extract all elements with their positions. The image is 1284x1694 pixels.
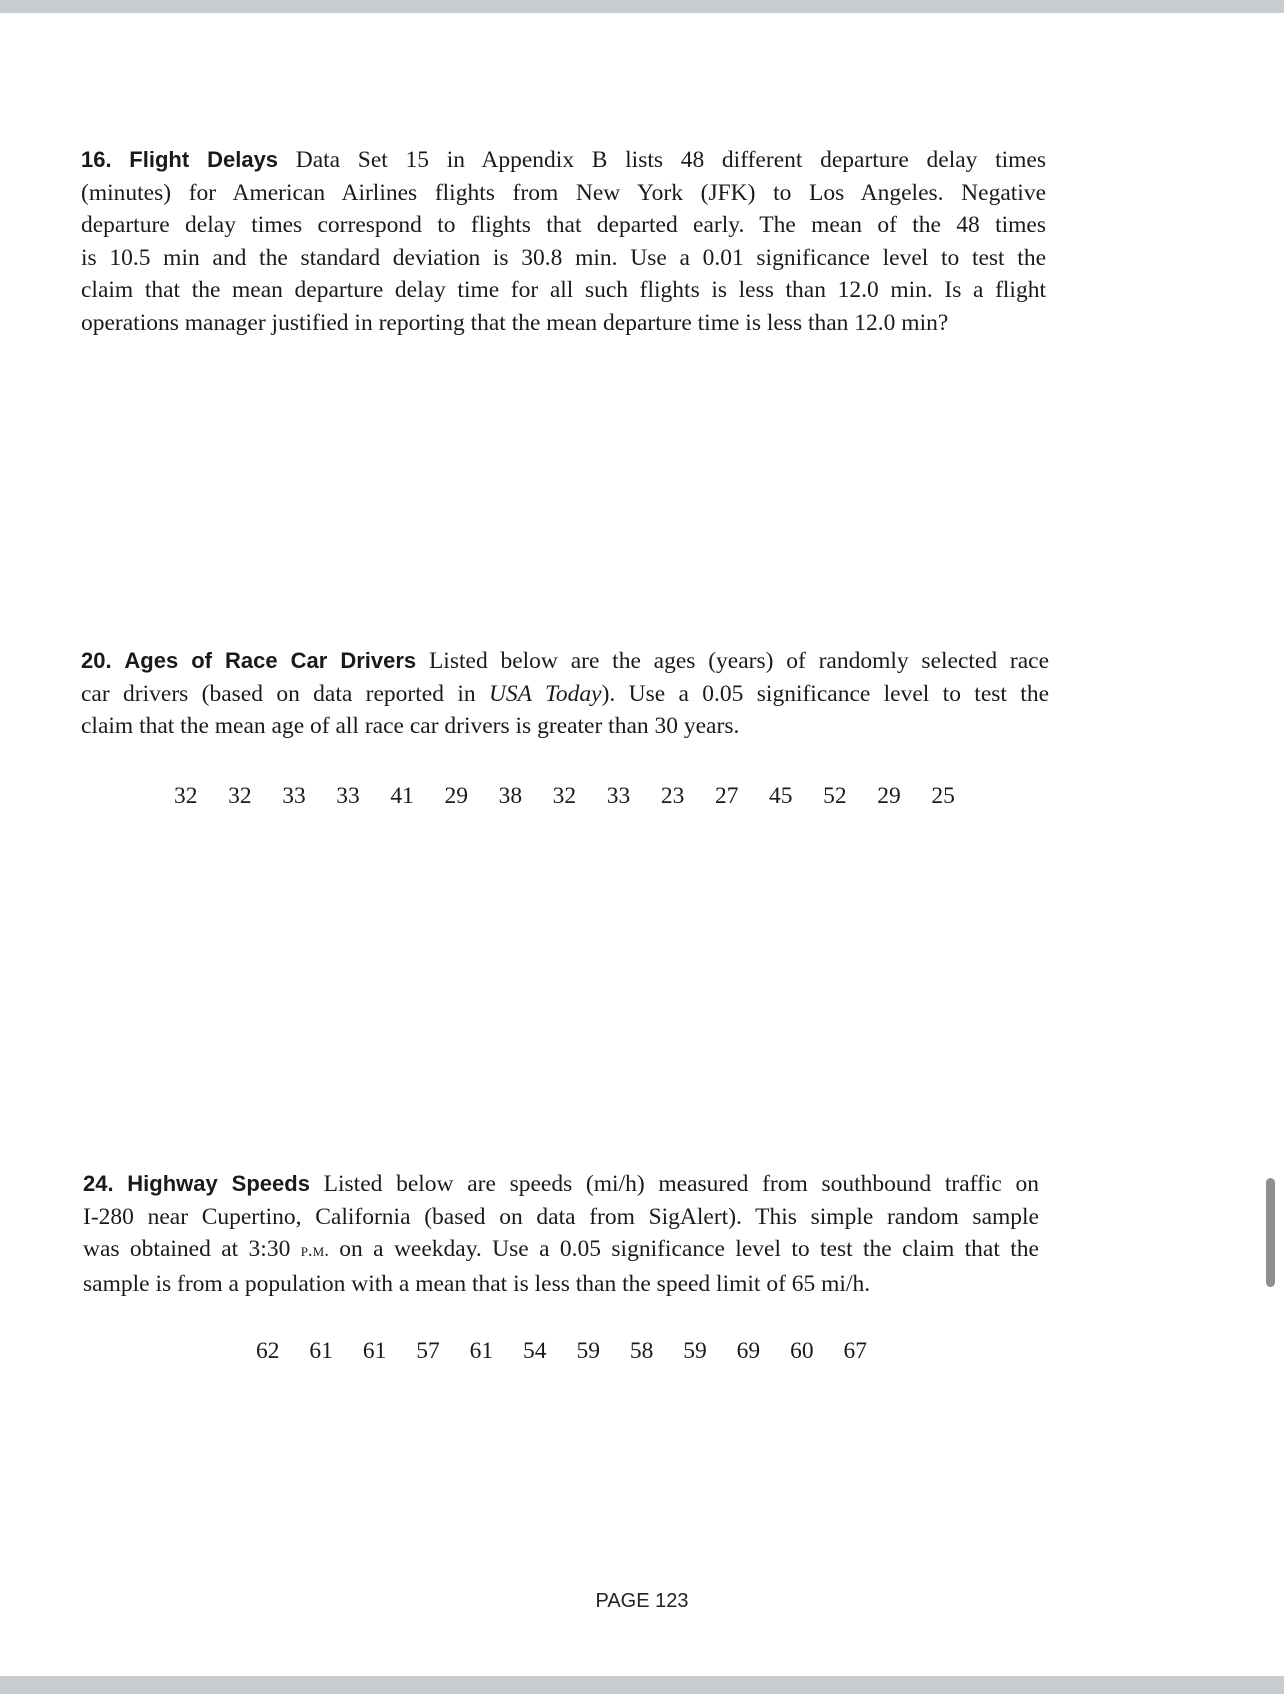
scrollbar-thumb[interactable] [1266,1178,1275,1287]
time-suffix: p.m. [300,1240,329,1262]
data-value: 58 [629,1338,654,1364]
problem-20-line-3: claim that the mean age of all race car drivers is greater than 30 years. [81,713,740,740]
problem-20-number: 20. [81,648,112,673]
data-value: 29 [877,783,901,809]
problem-16-line-4: is 10.5 min and the standard deviation is 30.8 min. Use a 0.01 significance level to test the [81,244,1046,271]
page-number: PAGE 123 [595,1590,689,1612]
data-value: 52 [823,783,847,809]
problem-20-line-2: car drivers (based on data reported in USA Today). Use a 0.05 significance level to test the [81,680,1049,707]
data-value: 67 [843,1338,867,1364]
data-value: 61 [362,1338,387,1364]
ages-data-row [174,783,955,810]
problem-24-number: 24. [83,1171,114,1196]
data-value: 60 [790,1338,814,1364]
publication-name: USA Today [488,680,602,707]
data-value: 61 [309,1338,333,1364]
data-value: 54 [523,1338,547,1364]
problem-16-number: 16. [81,147,112,172]
data-value: 33 [336,783,360,809]
data-value: 61 [469,1338,494,1364]
data-value: 57 [416,1338,440,1364]
problem-16-title: Flight Delays [129,147,279,172]
bottom-gray-bar [0,1676,1284,1694]
problem-16-line-5: claim that the mean departure delay time for all such flights is less than 12.0 min. Is a flight [81,277,1046,304]
problem-16-line-2: (minutes) for American Airlines flights from New York (JFK) to Los Angeles. Negative [81,179,1046,206]
problem-16-line-6: operations manager justified in reporting that the mean departure time is less than 12.0 min? [81,309,949,336]
problem-24-line-2: I-280 near Cupertino, California (based on data from SigAlert). This simple random sample [83,1203,1039,1230]
problem-24 [83,1168,1039,1300]
problem-24-line-4: sample is from a population with a mean that is less than the speed limit of 65 mi/h. [83,1270,871,1297]
data-value: 29 [444,783,468,809]
data-value: 32 [552,783,577,809]
data-value: 69 [736,1338,761,1364]
problem-16-line-3: departure delay times correspond to flights that departed early. The mean of the 48 times [81,212,1046,239]
data-value: 23 [660,783,685,809]
data-value: 41 [390,783,414,809]
data-value: 32 [174,783,198,809]
data-value: 33 [606,783,631,809]
data-value: 62 [256,1338,280,1364]
data-value: 59 [576,1338,600,1364]
problem-16 [81,144,1046,340]
problem-20-line-1: 20. Ages of Race Car Drivers Listed below are the ages (years) of randomly selected race [81,648,1050,674]
data-value: 59 [683,1338,707,1364]
problem-24-title: Highway Speeds [127,1171,310,1196]
problem-20 [81,645,1049,743]
data-value: 32 [228,783,252,809]
speeds-data-row [256,1338,867,1365]
problem-16-line-1: 16. Flight Delays Data Set 15 in Appendix B lists 48 different departure delay times [81,147,1047,173]
top-gray-bar [0,0,1284,13]
data-value: 27 [714,783,739,809]
data-value: 38 [498,783,523,809]
problem-24-line-3: was obtained at 3:30 p.m. on a weekday. Use a 0.05 significance level to test the claim that the [83,1236,1039,1263]
problem-20-title: Ages of Race Car Drivers [124,648,417,673]
data-value: 25 [931,783,955,809]
problem-24-line-1: 24. Highway Speeds Listed below are speeds (mi/h) measured from southbound traffic on [83,1171,1040,1197]
data-value: 45 [769,783,793,809]
data-value: 33 [282,783,306,809]
